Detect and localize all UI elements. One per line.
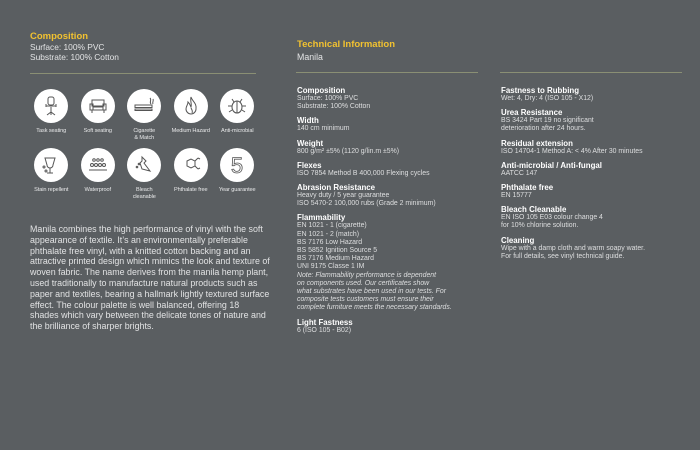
icon-label: Cigarette & Match — [133, 128, 156, 141]
icon-label: Anti-microbial — [221, 128, 254, 134]
spec-note: Note: Flammability performance is dependent — [297, 271, 437, 279]
feature-anti-microbial — [214, 89, 261, 142]
spec-title: Cleaning — [501, 235, 535, 245]
spec-value: Surface: 100% PVC — [297, 95, 359, 102]
spec-note: what substrates have been used in our tests. For — [297, 288, 446, 296]
spec-title: Weight — [297, 138, 324, 148]
spec-item — [501, 108, 696, 133]
spec-title: Abrasion Resistance — [297, 183, 376, 193]
spec-title: Fastness to Rubbing — [501, 86, 580, 95]
feature-icons-grid — [28, 89, 260, 201]
spec-title: Residual extension — [501, 138, 573, 148]
spec-item — [501, 161, 696, 178]
spec-value: BS 3424 Part 19 no significant — [501, 117, 594, 125]
cigarette-match-icon — [132, 94, 156, 118]
spec-value: UNI 9175 Classe 1 IM — [297, 263, 365, 271]
composition-substrate: Substrate: 100% Cotton — [30, 52, 119, 62]
spec-title: Phthalate free — [501, 183, 554, 193]
spec-value: ISO 7854 Method B 400,000 Flexing cycles — [297, 169, 430, 177]
spec-value: 140 cm minimum — [297, 125, 350, 133]
spec-value: 800 g/m² ±5% (1120 g/lin.m ±5%) — [297, 147, 400, 155]
spec-title: Light Fastness — [297, 317, 353, 327]
spec-value: ISO 14704-1 Method A: < 4% After 30 minutes — [501, 147, 643, 155]
spec-item — [501, 86, 696, 103]
spec-note: composite tests customers must ensure their — [297, 296, 434, 304]
spec-value: BS 7176 Medium Hazard — [297, 255, 374, 263]
icon-label: Bleach cleanable — [132, 187, 156, 200]
spec-value: EN 15777 — [501, 192, 532, 200]
spec-item — [297, 86, 492, 111]
spec-value: EN 1021 - 1 (cigarette) — [297, 222, 367, 230]
feature-cigarette-match — [121, 89, 168, 142]
feature-stain-repellent — [28, 148, 75, 201]
icon-label: Year guarantee — [218, 187, 256, 193]
soft-seating-icon — [86, 94, 110, 118]
icon-label: Stain repellent — [34, 187, 69, 193]
spec-column-right — [501, 86, 696, 266]
technical-title: Technical Information — [297, 39, 396, 50]
waterproof-icon — [86, 153, 110, 177]
divider — [296, 72, 478, 73]
spec-note: on components used. Our certificates show — [297, 279, 430, 287]
feature-waterproof — [75, 148, 122, 201]
spec-item — [501, 139, 696, 156]
spec-value: BS 7176 Low Hazard — [297, 238, 363, 246]
feature-medium-hazard — [168, 89, 215, 142]
spec-value: Substrate: 100% Cotton — [297, 103, 371, 111]
spec-item — [297, 116, 492, 133]
spec-value: EN 1021 - 2 (match) — [297, 230, 360, 238]
icon-label: Soft seating — [83, 128, 112, 134]
stain-repellent-icon — [39, 153, 63, 177]
spec-item — [297, 318, 492, 335]
spec-value: EN ISO 105 E03 colour change 4 — [501, 214, 603, 222]
feature-soft-seating — [75, 89, 122, 142]
spec-title: Flexes — [297, 160, 322, 170]
product-description: Manila combines the high performance of vinyl with the soft appearance of textile. It’s an environmentally preferable phthalate free vinyl, with a knitted cotton backing and an attractive printed design which mimics the look and texture of woven fabric. The name derives from the manila hemp plant, used traditionally to manufacture natural products such as paper and textiles, bearing a hallmark lightly textured surface effect. The colour palette is well balanced, offering 18 shades which vary between the delicate tones of nature and the brilliance of sharper brights. — [30, 224, 270, 332]
icon-label: Phthalate free — [174, 187, 208, 193]
spec-value: For full details, see vinyl technical guide. — [501, 252, 625, 260]
spec-item — [297, 183, 492, 208]
composition-block — [30, 31, 119, 62]
icon-label: Waterproof — [84, 187, 111, 193]
icon-label: Task seating — [36, 128, 67, 134]
spec-value: ISO 5470-2 100,000 rubs (Grade 2 minimum) — [297, 200, 436, 208]
spec-item — [297, 213, 492, 312]
spec-item — [297, 161, 492, 178]
icon-label: Medium Hazard — [171, 128, 210, 134]
spec-value: BS 5852 Ignition Source 5 — [297, 247, 378, 255]
phthalate-free-icon — [179, 153, 203, 177]
spec-title: Composition — [297, 86, 346, 95]
feature-task-seating — [28, 89, 75, 142]
spec-title: Bleach Cleanable — [501, 205, 567, 215]
divider — [30, 73, 256, 74]
feature-year-guarantee — [214, 148, 261, 201]
technical-header — [297, 39, 395, 62]
spec-value: Wet: 4, Dry: 4 (ISO 105 - X12) — [501, 95, 594, 102]
spec-item — [501, 183, 696, 200]
spec-title: Urea Resistance — [501, 108, 563, 118]
spec-value: Wipe with a damp cloth and warm soapy water. — [501, 244, 646, 252]
year-guarantee-icon — [225, 153, 249, 177]
spec-title: Anti-microbial / Anti-fungal — [501, 160, 602, 170]
task-seating-icon — [39, 94, 63, 118]
spec-column-left — [297, 86, 492, 340]
spec-note: complete furniture meets the necessary standards. — [297, 304, 452, 312]
spec-value: AATCC 147 — [501, 169, 538, 177]
medium-hazard-icon — [179, 94, 203, 118]
feature-bleach-cleanable — [121, 148, 168, 201]
anti-microbial-icon — [225, 94, 249, 118]
divider — [500, 72, 682, 73]
technical-subtitle: Manila — [297, 52, 323, 62]
composition-surface: Surface: 100% PVC — [30, 42, 105, 52]
svg-text:5: 5 — [231, 153, 244, 177]
spec-value: 6 (ISO 105 - B02) — [297, 326, 352, 334]
spec-item — [501, 205, 696, 230]
bleach-cleanable-icon — [132, 153, 156, 177]
spec-title: Flammability — [297, 213, 346, 223]
spec-value: for 10% chlorine solution. — [501, 222, 579, 230]
feature-phthalate-free — [168, 148, 215, 201]
spec-title: Width — [297, 116, 319, 126]
spec-value: deterioration after 24 hours. — [501, 125, 586, 133]
spec-item — [297, 139, 492, 156]
spec-value: Heavy duty / 5 year guarantee — [297, 192, 390, 200]
spec-item — [501, 236, 696, 261]
composition-title: Composition — [30, 31, 89, 42]
